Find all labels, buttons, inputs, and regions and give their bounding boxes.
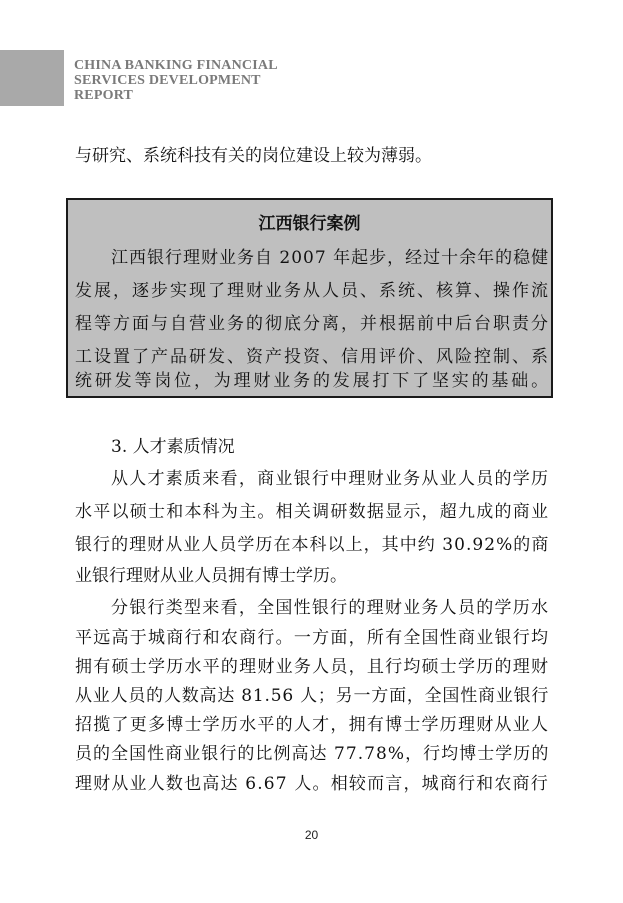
header-line: CHINA BANKING FINANCIAL (74, 58, 278, 73)
case-study-line: 工设置了产品研发、资产投资、信用评价、风险控制、系 (75, 347, 550, 367)
page-number: 20 (304, 828, 319, 842)
header-line: SERVICES DEVELOPMENT (74, 73, 261, 88)
paragraph-line: 平远高于城商行和农商行。一方面，所有全国性商业银行均 (75, 628, 550, 648)
header-line: REPORT (74, 88, 134, 103)
intro-line: 与研究、系统科技有关的岗位建设上较为薄弱。 (75, 146, 432, 166)
case-study-line: 江西银行理财业务自 2007 年起步，经过十余年的稳健 (111, 248, 550, 268)
case-study-line: 统研发等岗位，为理财业务的发展打下了坚实的基础。 (75, 371, 551, 391)
paragraph-line: 员的全国性商业银行的比例高达 77.78%，行均博士学历的 (75, 744, 550, 764)
paragraph-line: 水平以硕士和本科为主。相关调研数据显示，超九成的商业 (75, 502, 550, 522)
case-study-line: 发展，逐步实现了理财业务从人员、系统、核算、操作流 (75, 281, 550, 301)
paragraph-line: 业银行理财从业人员拥有博士学历。 (75, 566, 347, 586)
paragraph-line: 银行的理财从业人员学历在本科以上，其中约 30.92%的商 (75, 535, 550, 555)
section-heading: 3. 人才素质情况 (111, 437, 235, 457)
paragraph-line: 分银行类型来看，全国性银行的理财业务人员的学历水 (111, 598, 550, 618)
paragraph-line: 从业人员的人数高达 81.56 人；另一方面，全国性商业银行 (75, 686, 550, 706)
paragraph-line: 招揽了更多博士学历水平的人才，拥有博士学历理财从业人 (75, 715, 550, 735)
paragraph-line: 拥有硕士学历水平的理财业务人员，且行均硕士学历的理财 (75, 657, 550, 677)
header-gray-block (0, 50, 64, 106)
case-study-line: 程等方面与自营业务的彻底分离，并根据前中后台职责分 (75, 314, 550, 334)
paragraph-line: 理财从业人数也高达 6.67 人。相较而言，城商行和农商行 (75, 774, 549, 794)
case-study-title: 江西银行案例 (258, 214, 361, 234)
paragraph-line: 从人才素质来看，商业银行中理财业务从业人员的学历 (111, 469, 550, 489)
running-header (74, 58, 278, 103)
